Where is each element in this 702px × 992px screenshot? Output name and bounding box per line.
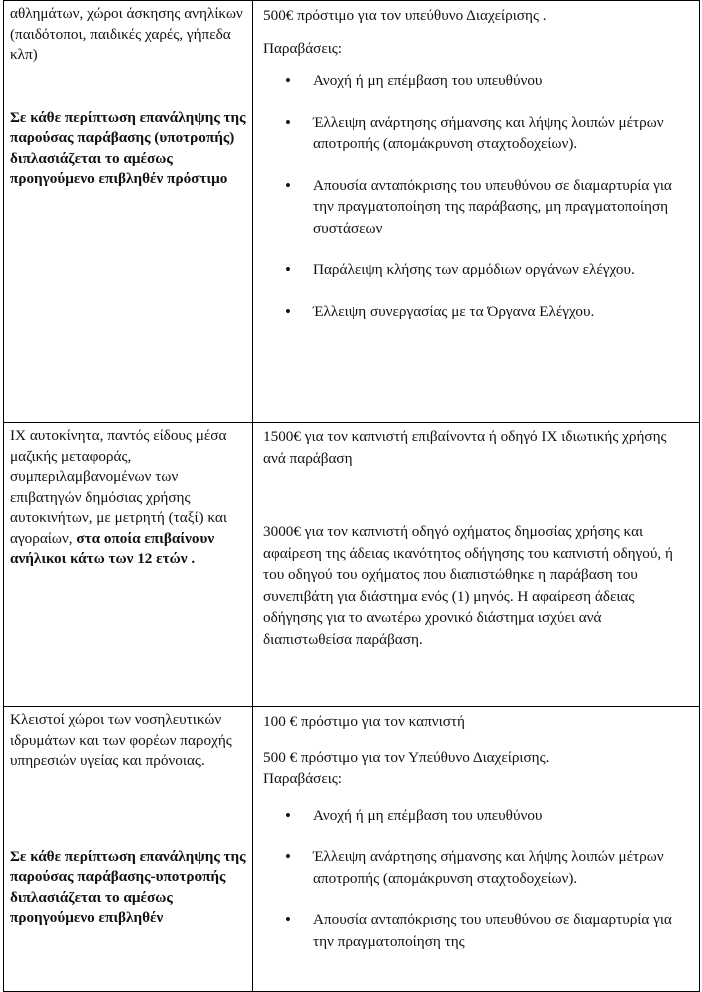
recurrence-note: Σε κάθε περίπτωση επανάληψης της παρούσας παράβασης-υποτροπής διπλασιάζεται το αμέσως προηγούμενο επιβληθέν bbox=[10, 847, 246, 926]
violations-label: Παραβάσεις: bbox=[263, 39, 343, 57]
fine-private: 1500€ για τον καπνιστή επιβαίνοντα ή οδηγό ΙΧ ιδιωτικής χρήσης ανά παράβαση bbox=[263, 428, 667, 467]
violations-list bbox=[263, 805, 693, 953]
table-row bbox=[4, 1, 700, 423]
fine-manager: 500 € πρόστιμο για τον Υπεύθυνο Διαχείρισης. bbox=[263, 748, 550, 766]
list-item: • Έλλειψη συνεργασίας με τα Όργανα Ελέγχου. bbox=[263, 301, 693, 323]
location-cell bbox=[4, 1, 253, 423]
list-item: • Έλλειψη ανάρτησης σήμανσης και λήψης λοιπών μέτρων αποτροπής (απομάκρυνση σταχτοδοχείων). bbox=[263, 846, 693, 889]
list-item: • Απουσία ανταπόκρισης του υπευθύνου σε διαμαρτυρία για την πραγματοποίηση της παράβασης, μη πραγματοποίηση συστάσεων bbox=[263, 175, 693, 240]
list-item: • Παράλειψη κλήσης των αρμόδιων οργάνων ελέγχου. bbox=[263, 259, 693, 281]
violations-label: Παραβάσεις: bbox=[263, 770, 343, 787]
penalty-cell bbox=[253, 1, 700, 423]
location-cell bbox=[4, 423, 253, 707]
fine-manager: 500€ πρόστιμο για τον υπεύθυνο Διαχείρισης . bbox=[263, 7, 547, 24]
table-row bbox=[4, 423, 700, 707]
location-cell bbox=[4, 707, 253, 992]
list-item: • Ανοχή ή μη επέμβαση του υπευθύνου bbox=[263, 805, 693, 827]
table-row bbox=[4, 707, 700, 992]
list-item: • Έλλειψη ανάρτησης σήμανσης και λήψης λοιπών μέτρων αποτροπής (απομάκρυνση σταχτοδοχείων). bbox=[263, 112, 693, 155]
location-text: αθλημάτων, χώροι άσκησης ανηλίκων (παιδότοποι, παιδικές χαρές, γήπεδα κλπ) bbox=[10, 5, 243, 63]
penalty-cell bbox=[253, 707, 700, 992]
fine-public: 3000€ για τον καπνιστή οδηγό οχήματος δημοσίας χρήσης και αφαίρεση της άδειας ικανότητος οδήγησης του καπνιστή οδηγού, ή του οδηγού του οχήματος που διαπιστώθηκε η παράβαση του συνεπιβάτη για διάστημα ενός (1) μηνός. Η αφαίρεση άδειας οδήγησης για το ανωτέρω χρονικό διάστημα ισχύει ανά διαπιστωθείσα παράβαση. bbox=[263, 523, 673, 648]
fine-smoker: 100 € πρόστιμο για τον καπνιστή bbox=[263, 713, 465, 730]
location-text: Κλειστοί χώροι των νοσηλευτικών ιδρυμάτων και των φορέων παροχής υπηρεσιών υγείας και πρόνοιας. bbox=[10, 711, 232, 769]
location-text: IX αυτοκίνητα, παντός είδους μέσα μαζικής μεταφοράς, συμπεριλαμβανομένων των επιβατηγών δημόσιας χρήσης αυτοκινήτων, με μετρητή (ταξί) και αγοραίων, στα οποία επιβαίνουν ανήλικοι κάτω των 12 ετών . bbox=[10, 427, 227, 567]
penalty-cell bbox=[253, 423, 700, 707]
penalty-table bbox=[3, 0, 700, 992]
recurrence-note: Σε κάθε περίπτωση επανάληψης της παρούσας παράβασης (υποτροπής) διπλασιάζεται το αμέσως προηγούμενο επιβληθέν πρόστιμο bbox=[10, 108, 246, 187]
violations-list bbox=[263, 70, 693, 322]
list-item: • Απουσία ανταπόκρισης του υπευθύνου σε διαμαρτυρία για την πραγματοποίηση της bbox=[263, 909, 693, 952]
list-item: • Ανοχή ή μη επέμβαση του υπευθύνου bbox=[263, 70, 693, 92]
